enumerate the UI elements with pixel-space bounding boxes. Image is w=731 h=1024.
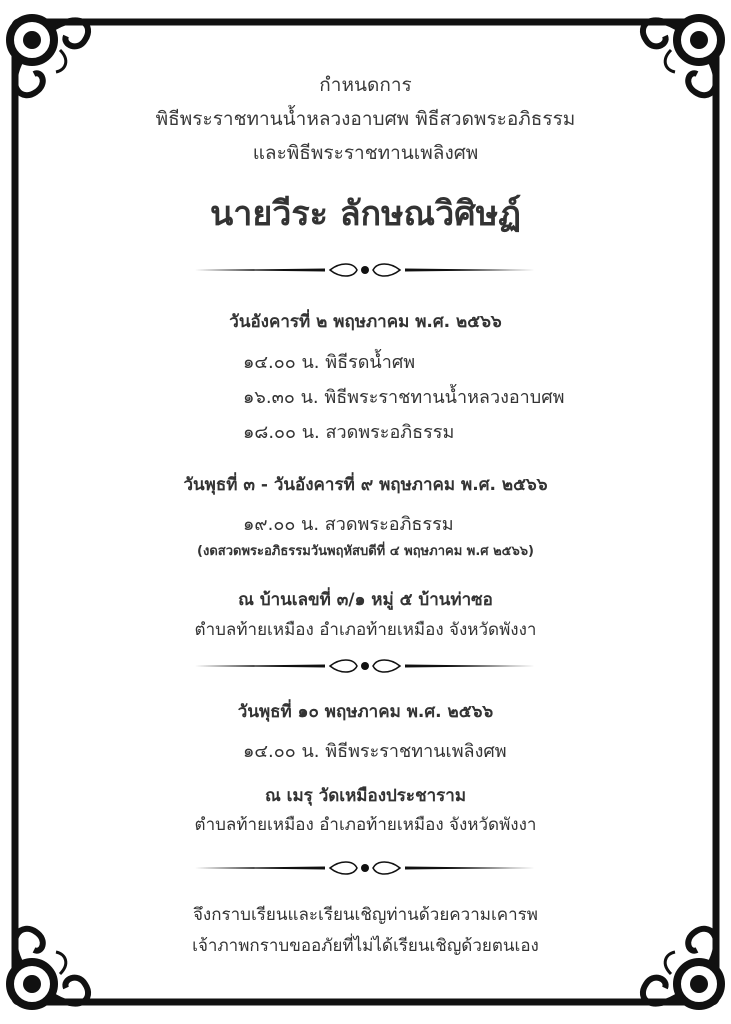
footer-invitation: จึงกราบเรียนและเรียนเชิญท่านด้วยความเคารพ bbox=[192, 905, 539, 925]
schedule-item: ๑๔.๐๐ น. พิธีรดน้ำศพ bbox=[243, 352, 416, 373]
schedule-item: ๑๖.๓๐ น. พิธีพระราชทานน้ำหลวงอาบศพ bbox=[243, 387, 565, 408]
venue-district: ตำบลท้ายเหมือง อำเภอท้ายเหมือง จังหวัดพังงา bbox=[194, 815, 537, 835]
venue-temple: ณ เมรุ วัดเหมืองประชาราม bbox=[264, 786, 467, 806]
schedule-note: (งดสวดพระอภิธรรมวันพฤหัสบดีที่ ๔ พฤษภาคม พ.ศ ๒๕๖๖) bbox=[197, 544, 534, 559]
section3-date: วันพุธที่ ๑๐ พฤษภาคม พ.ศ. ๒๕๖๖ bbox=[237, 702, 494, 722]
divider-ornament bbox=[195, 860, 535, 876]
divider-ornament bbox=[195, 262, 535, 278]
section1-date: วันอังคารที่ ๒ พฤษภาคม พ.ศ. ๒๕๖๖ bbox=[229, 312, 502, 332]
venue-address: ณ บ้านเลขที่ ๓/๑ หมู่ ๕ บ้านท่าซอ bbox=[238, 590, 493, 610]
schedule-item: ๑๔.๐๐ น. พิธีพระราชทานเพลิงศพ bbox=[243, 741, 507, 762]
schedule-item: ๑๘.๐๐ น. สวดพระอภิธรรม bbox=[243, 422, 455, 443]
schedule-item: ๑๙.๐๐ น. สวดพระอภิธรรม bbox=[243, 514, 454, 535]
header-ceremonies: พิธีพระราชทานน้ำหลวงอาบศพ พิธีสวดพระอภิธรรม bbox=[155, 108, 576, 130]
header-title: กำหนดการ bbox=[319, 74, 412, 96]
venue-district: ตำบลท้ายเหมือง อำเภอท้ายเหมือง จังหวัดพังงา bbox=[194, 620, 537, 640]
header-cremation: และพิธีพระราชทานเพลิงศพ bbox=[252, 142, 479, 164]
divider-ornament bbox=[195, 658, 535, 674]
deceased-name: นายวีระ ลักษณวิศิษฏ์ bbox=[210, 194, 521, 234]
footer-apology: เจ้าภาพกราบขออภัยที่ไม่ได้เรียนเชิญด้วยตนเอง bbox=[192, 936, 539, 956]
section2-date: วันพุธที่ ๓ - วันอังคารที่ ๙ พฤษภาคม พ.ศ. ๒๕๖๖ bbox=[183, 475, 548, 495]
